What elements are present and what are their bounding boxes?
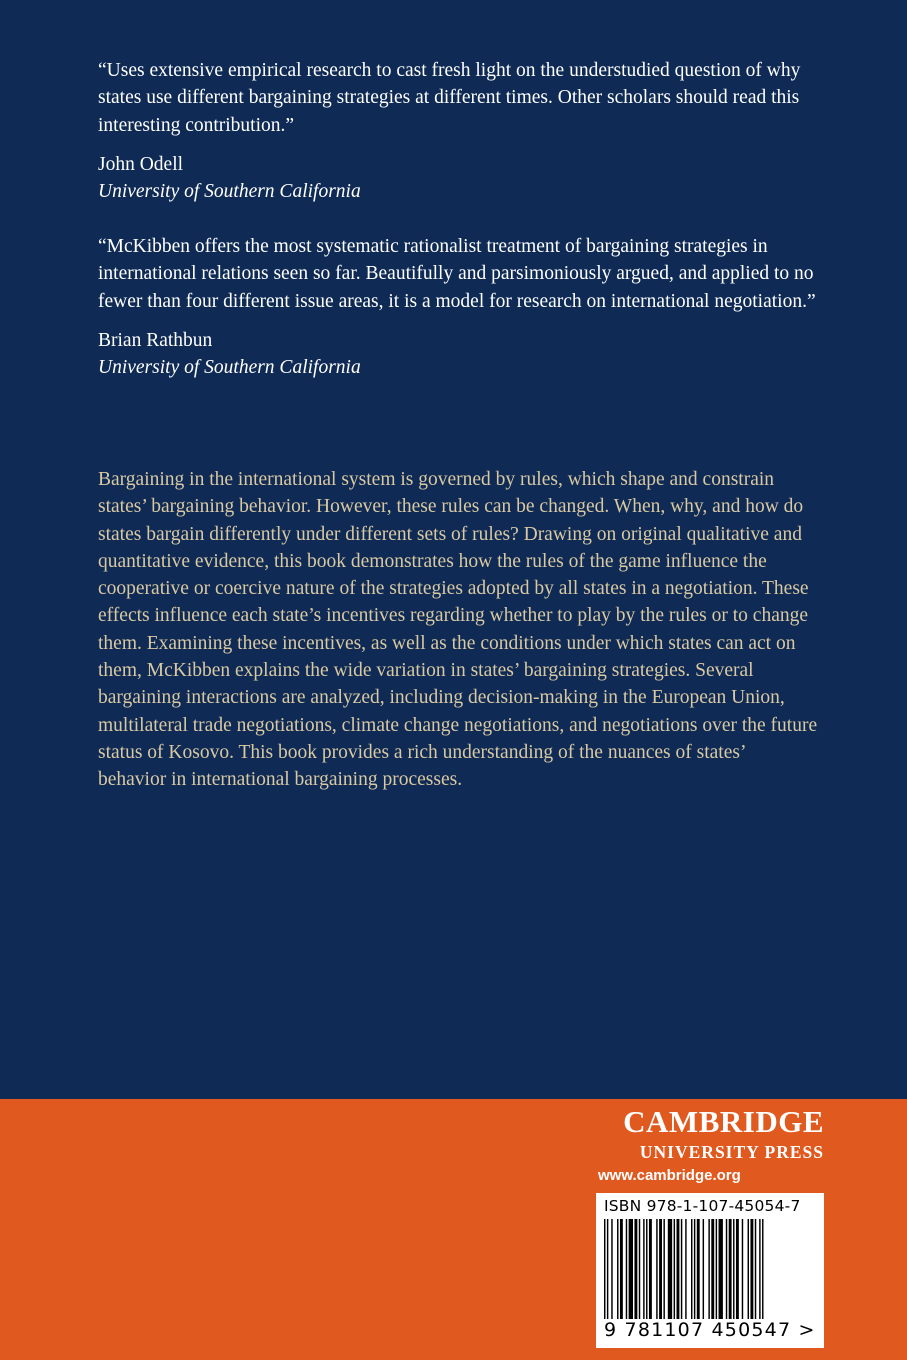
endorsement-1 — [98, 57, 818, 205]
endorsement-affiliation: University of Southern California — [98, 181, 361, 203]
barcode-bar — [659, 1219, 662, 1319]
barcode-bar — [748, 1219, 749, 1319]
barcode-bar — [646, 1219, 647, 1319]
isbn-label: ISBN 978-1-107-45054-7 — [604, 1197, 801, 1215]
barcode-bar — [685, 1219, 686, 1319]
barcode-bar — [643, 1219, 644, 1319]
barcode-bar — [755, 1219, 756, 1319]
barcode-bar — [649, 1219, 652, 1319]
barcode-digits: 9 781107 450547 > — [604, 1319, 816, 1341]
barcode-bar — [604, 1219, 605, 1319]
publisher-logo-subtitle: UNIVERSITY PRESS — [639, 1142, 824, 1162]
barcode-bar — [677, 1219, 680, 1319]
endorsement-author: Brian Rathbun — [98, 330, 213, 352]
barcode-bar — [681, 1219, 682, 1319]
barcode-bar — [719, 1219, 723, 1319]
barcode-bar — [674, 1219, 675, 1319]
barcode-bar — [708, 1219, 709, 1319]
barcode-bar — [711, 1219, 714, 1319]
barcode-bar — [634, 1219, 637, 1319]
barcode-bar — [742, 1219, 743, 1319]
barcode-bars — [604, 1219, 816, 1319]
barcode-bar — [729, 1219, 732, 1319]
endorsement-quote: “McKibben offers the most systematic rationalist treatment of bargaining strategies in international relations seen so far. Beautifully and parsimoniously argued, and applied to no fewer than four different issue areas, it is a model for research on international negotiation.” — [98, 236, 816, 312]
barcode-bar — [762, 1219, 763, 1319]
barcode-bar — [656, 1219, 657, 1319]
endorsement-affiliation: University of Southern California — [98, 357, 361, 379]
barcode-bar — [694, 1219, 695, 1319]
barcode-bar — [639, 1219, 640, 1319]
book-description: Bargaining in the international system is governed by rules, which shape and constrain states’ bargaining behavior. However, these rules can be changed. When, why, and how do states bargain differently under different sets of rules? Drawing on original qualitative and quantitative evidence, this book demonstrates how the rules of the game influence the cooperative or coercive nature of the strategies adopted by all states in a negotiation. These effects influence each state’s incentives regarding whether to play by the rules or to change them. Examining these incentives, as well as the conditions under which states can act on them, McKibben explains the wide variation in states’ bargaining strategies. Several bargaining interactions are analyzed, including decision-making in the European Union, multilateral trade negotiations, climate change negotiations, and negotiations over the future status of Kosovo. This book provides a rich understanding of the nuances of states’ behavior in international bargaining processes. — [98, 469, 818, 791]
barcode-bar — [716, 1219, 717, 1319]
barcode-bar — [759, 1219, 760, 1319]
endorsement-quote: “Uses extensive empirical research to cast fresh light on the understudied question of why states use different bargaining strategies at different times. Other scholars should read this interesting contribution.” — [98, 60, 801, 136]
publisher-url: www.cambridge.org — [598, 1167, 741, 1184]
endorsement-author: John Odell — [98, 154, 184, 176]
endorsement-2 — [98, 233, 818, 381]
barcode-bar — [726, 1219, 727, 1319]
barcode-bar — [611, 1219, 612, 1319]
barcode-bar — [663, 1219, 664, 1319]
barcode-bar — [697, 1219, 700, 1319]
barcode-bar — [620, 1219, 623, 1319]
barcode-bar — [668, 1219, 672, 1319]
barcode-bar — [607, 1219, 608, 1319]
barcode-bar — [733, 1219, 734, 1319]
barcode-bar — [626, 1219, 627, 1319]
barcode-bar — [703, 1219, 704, 1319]
isbn-barcode — [596, 1193, 824, 1348]
barcode-bar — [629, 1219, 633, 1319]
barcode-bar — [691, 1219, 692, 1319]
publisher-logo-name: CAMBRIDGE — [623, 1104, 824, 1139]
barcode-bar — [750, 1219, 753, 1319]
barcode-bar — [736, 1219, 739, 1319]
barcode-bar — [617, 1219, 618, 1319]
